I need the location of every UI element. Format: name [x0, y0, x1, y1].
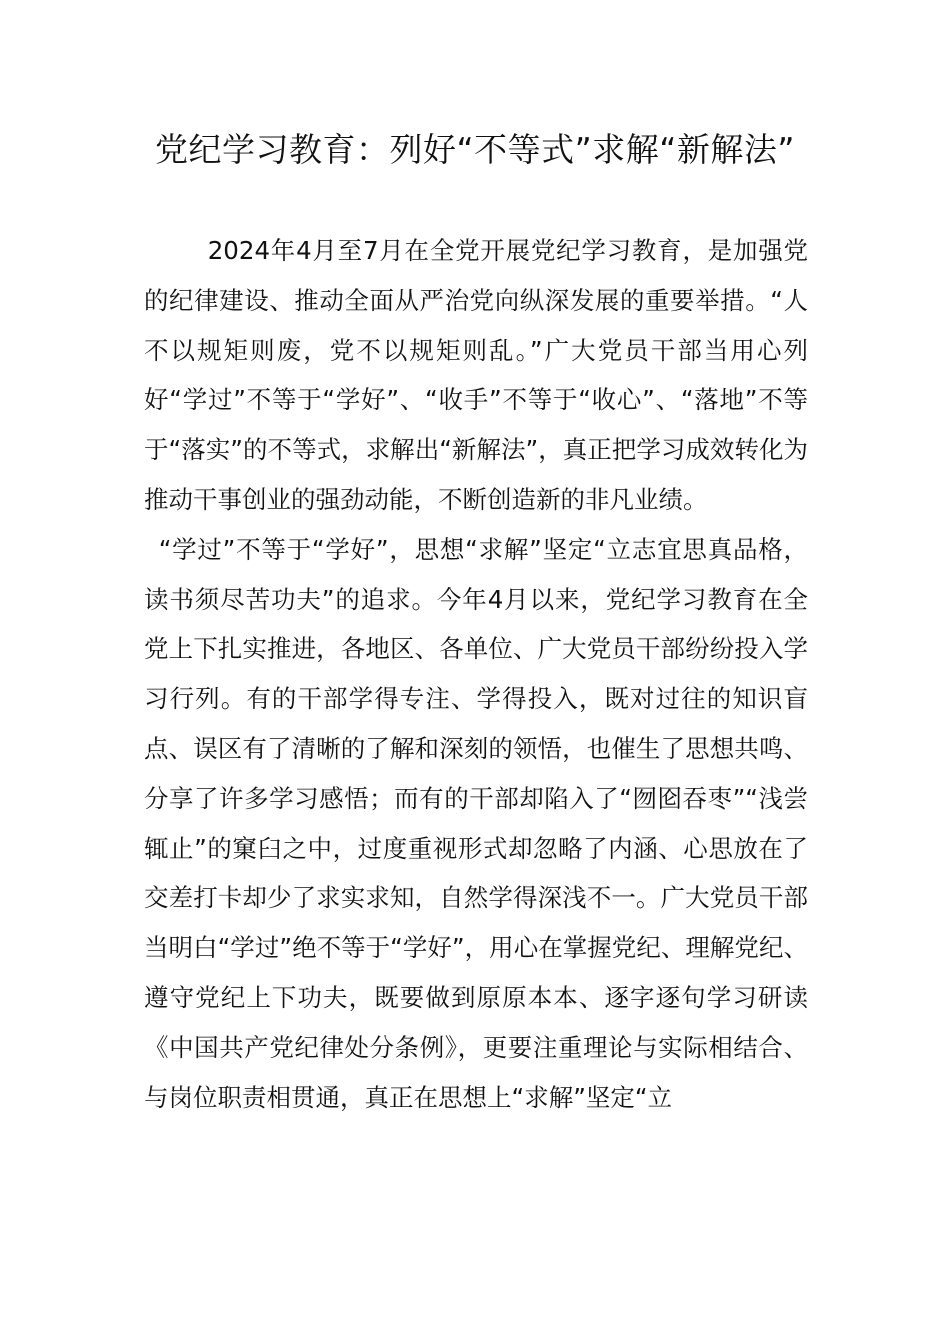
document-body: [144, 226, 808, 1122]
paragraph-1: 2024年4月至7月在全党开展党纪学习教育，是加强党的纪律建设、推动全面从严治党向纵深发展的重要举措。“人不以规矩则废，党不以规矩则乱。”广大党员干部当用心列好“学过”不等于“学好”、“收手”不等于“收心”、“落地”不等于“落实”的不等式，求解出“新解法”，真正把学习成效转化为推动干事创业的强劲动能，不断创造新的非凡业绩。: [144, 236, 808, 514]
paragraph-2: “学过”不等于“学好”，思想“求解”坚定“立志宜思真品格，读书须尽苦功夫”的追求。今年4月以来，党纪学习教育在全党上下扎实推进，各地区、各单位、广大党员干部纷纷投入学习行列。有的干部学得专注、学得投入，既对过往的知识盲点、误区有了清晰的了解和深刻的领悟，也催生了思想共鸣、分享了许多学习感悟；而有的干部却陷入了“囫囵吞枣”“浅尝辄止”的窠臼之中，过度重视形式却忽略了内涵、心思放在了交差打卡却少了求实求知，自然学得深浅不一。广大党员干部当明白“学过”绝不等于“学好”，用心在掌握党纪、理解党纪、遵守党纪上下功夫，既要做到原原本本、逐字逐句学习研读《中国共产党纪律处分条例》，更要注重理论与实际相结合、与岗位职责相贯通，真正在思想上“求解”坚定“立: [144, 534, 808, 1112]
document-title: 党纪学习教育：列好“不等式”求解“新解法”: [155, 130, 795, 169]
